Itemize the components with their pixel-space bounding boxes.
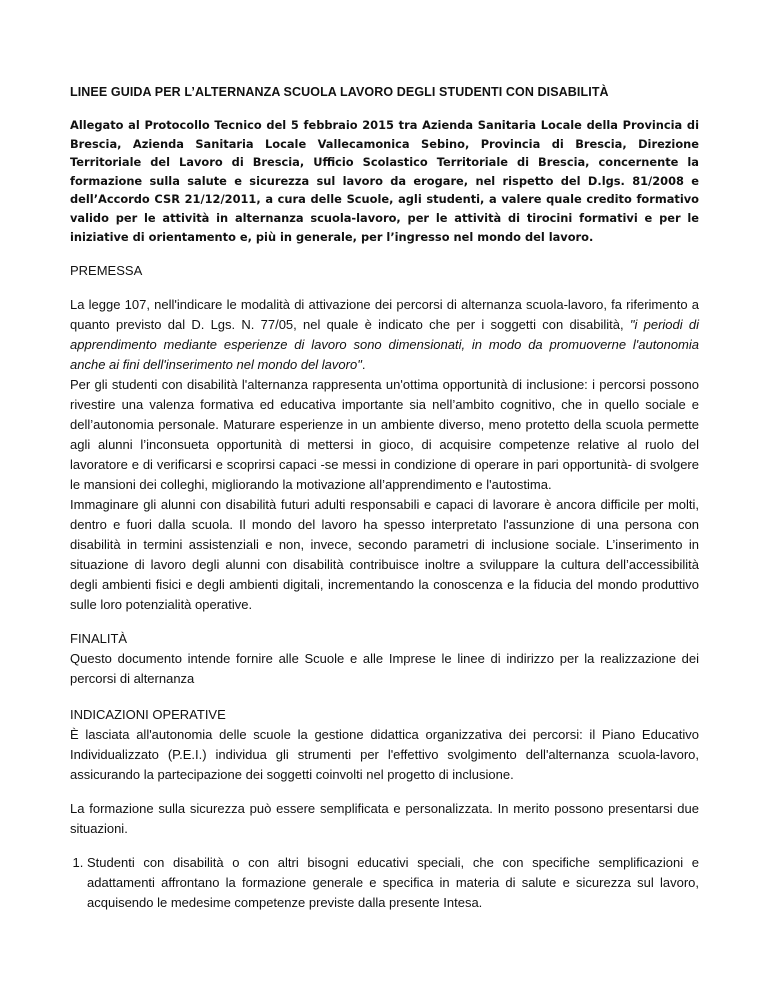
list-item: 1. Studenti con disabilità o con altri bisogni educativi speciali, che con specifiche semplificazioni e adattamenti affrontano la formazione generale e specifica in materia di salute e sicurezza sul lavoro, acquisendo le medesime competenze previste dalla presente Intesa. (87, 853, 699, 913)
premessa-paragraph-1 (70, 295, 699, 375)
premessa-p1-start: La legge 107, nell'indicare le modalità di attivazione dei percorsi di alternanza scuola-lavoro, fa riferimento a quanto previsto dal D. Lgs. N. 77/05, nel quale è indicato che per i soggetti con disabilità, (70, 297, 699, 333)
premessa-p1-end: . (361, 357, 366, 373)
indicazioni-list (70, 853, 699, 913)
premessa-p1-quote: "i periodi di apprendimento mediante esperienze di lavoro sono dimensionati, in modo da promuoverne l'autonomia anche ai fini dell'inserimento nel mondo del lavoro" (70, 317, 700, 373)
indicazioni-paragraph-2: La formazione sulla sicurezza può essere semplificata e personalizzata. In merito possono presentarsi due situazioni. (70, 801, 699, 837)
premessa-paragraph-2: Per gli studenti con disabilità l'alternanza rappresenta un'ottima opportunità di inclusione: i percorsi possono rivestire una valenza formativa ed educativa importante sia nell’ambito cognitivo, che in quello sociale e dell’autonomia personale. Maturare esperienze in un ambiente diverso, meno protetto della scuola permette agli alunni l’inconsueta opportunità di mettersi in gioco, di acquisire competenze relative al ruolo del lavoratore e di verificarsi e scoprirsi capaci -se messi in condizione di operare in pari opportunità- di svolgere le mansioni dei colleghi, migliorando la motivazione all’apprendimento e l'autostima. (70, 377, 699, 493)
document-page (70, 82, 699, 913)
premessa-paragraph-3: Immaginare gli alunni con disabilità futuri adulti responsabili e capaci di lavorare è ancora difficile per molti, dentro e fuori dalla scuola. Il mondo del lavoro ha spesso interpretato l'assunzione di una persona con disabilità in termini assistenziali e non, invece, secondo parametri di inclusione sociale. L’inserimento in situazione di lavoro degli alunni con disabilità contribuisce inoltre a sviluppare la cultura dell’accessibilità degli ambienti fisici e degli ambienti digitali, incrementando la conoscenza e la fiducia del mondo produttivo sulle loro potenzialità operative. (70, 497, 699, 613)
document-intro: Allegato al Protocollo Tecnico del 5 febbraio 2015 tra Azienda Sanitaria Locale della Provincia di Brescia, Azienda Sanitaria Locale Vallecamonica Sebino, Provincia di Brescia, Direzione Territoriale del Lavoro di Brescia, Ufficio Scolastico Territoriale di Brescia, concernente la formazione sulla salute e sicurezza sul lavoro da erogare, nel rispetto del D.lgs. 81/2008 e dell’Accordo CSR 21/12/2011, a cura delle Scuole, agli studenti, a valere quale credito formativo valido per le attività in alternanza scuola-lavoro, per le attività di tirocini formativi e per le iniziative di orientamento e, più in generale, per l’ingresso nel mondo del lavoro. (70, 118, 699, 244)
section-heading-finalita: FINALITÀ (70, 631, 128, 647)
finalita-paragraph-1: Questo documento intende fornire alle Scuole e alle Imprese le linee di indirizzo per la realizzazione dei percorsi di alternanza (70, 651, 699, 687)
section-heading-indicazioni: INDICAZIONI OPERATIVE (70, 707, 226, 723)
document-title: LINEE GUIDA PER L’ALTERNANZA SCUOLA LAVORO DEGLI STUDENTI CON DISABILITÀ (70, 85, 609, 99)
indicazioni-paragraph-1: È lasciata all'autonomia delle scuole la gestione didattica organizzativa dei percorsi: il Piano Educativo Individualizzato (P.E.I.) individua gli strumenti per l'effettivo svolgimento dell'alternanza scuola-lavoro, assicurando la partecipazione dei soggetti coinvolti nel progetto di inclusione. (70, 727, 699, 783)
section-heading-premessa: PREMESSA (70, 263, 143, 279)
